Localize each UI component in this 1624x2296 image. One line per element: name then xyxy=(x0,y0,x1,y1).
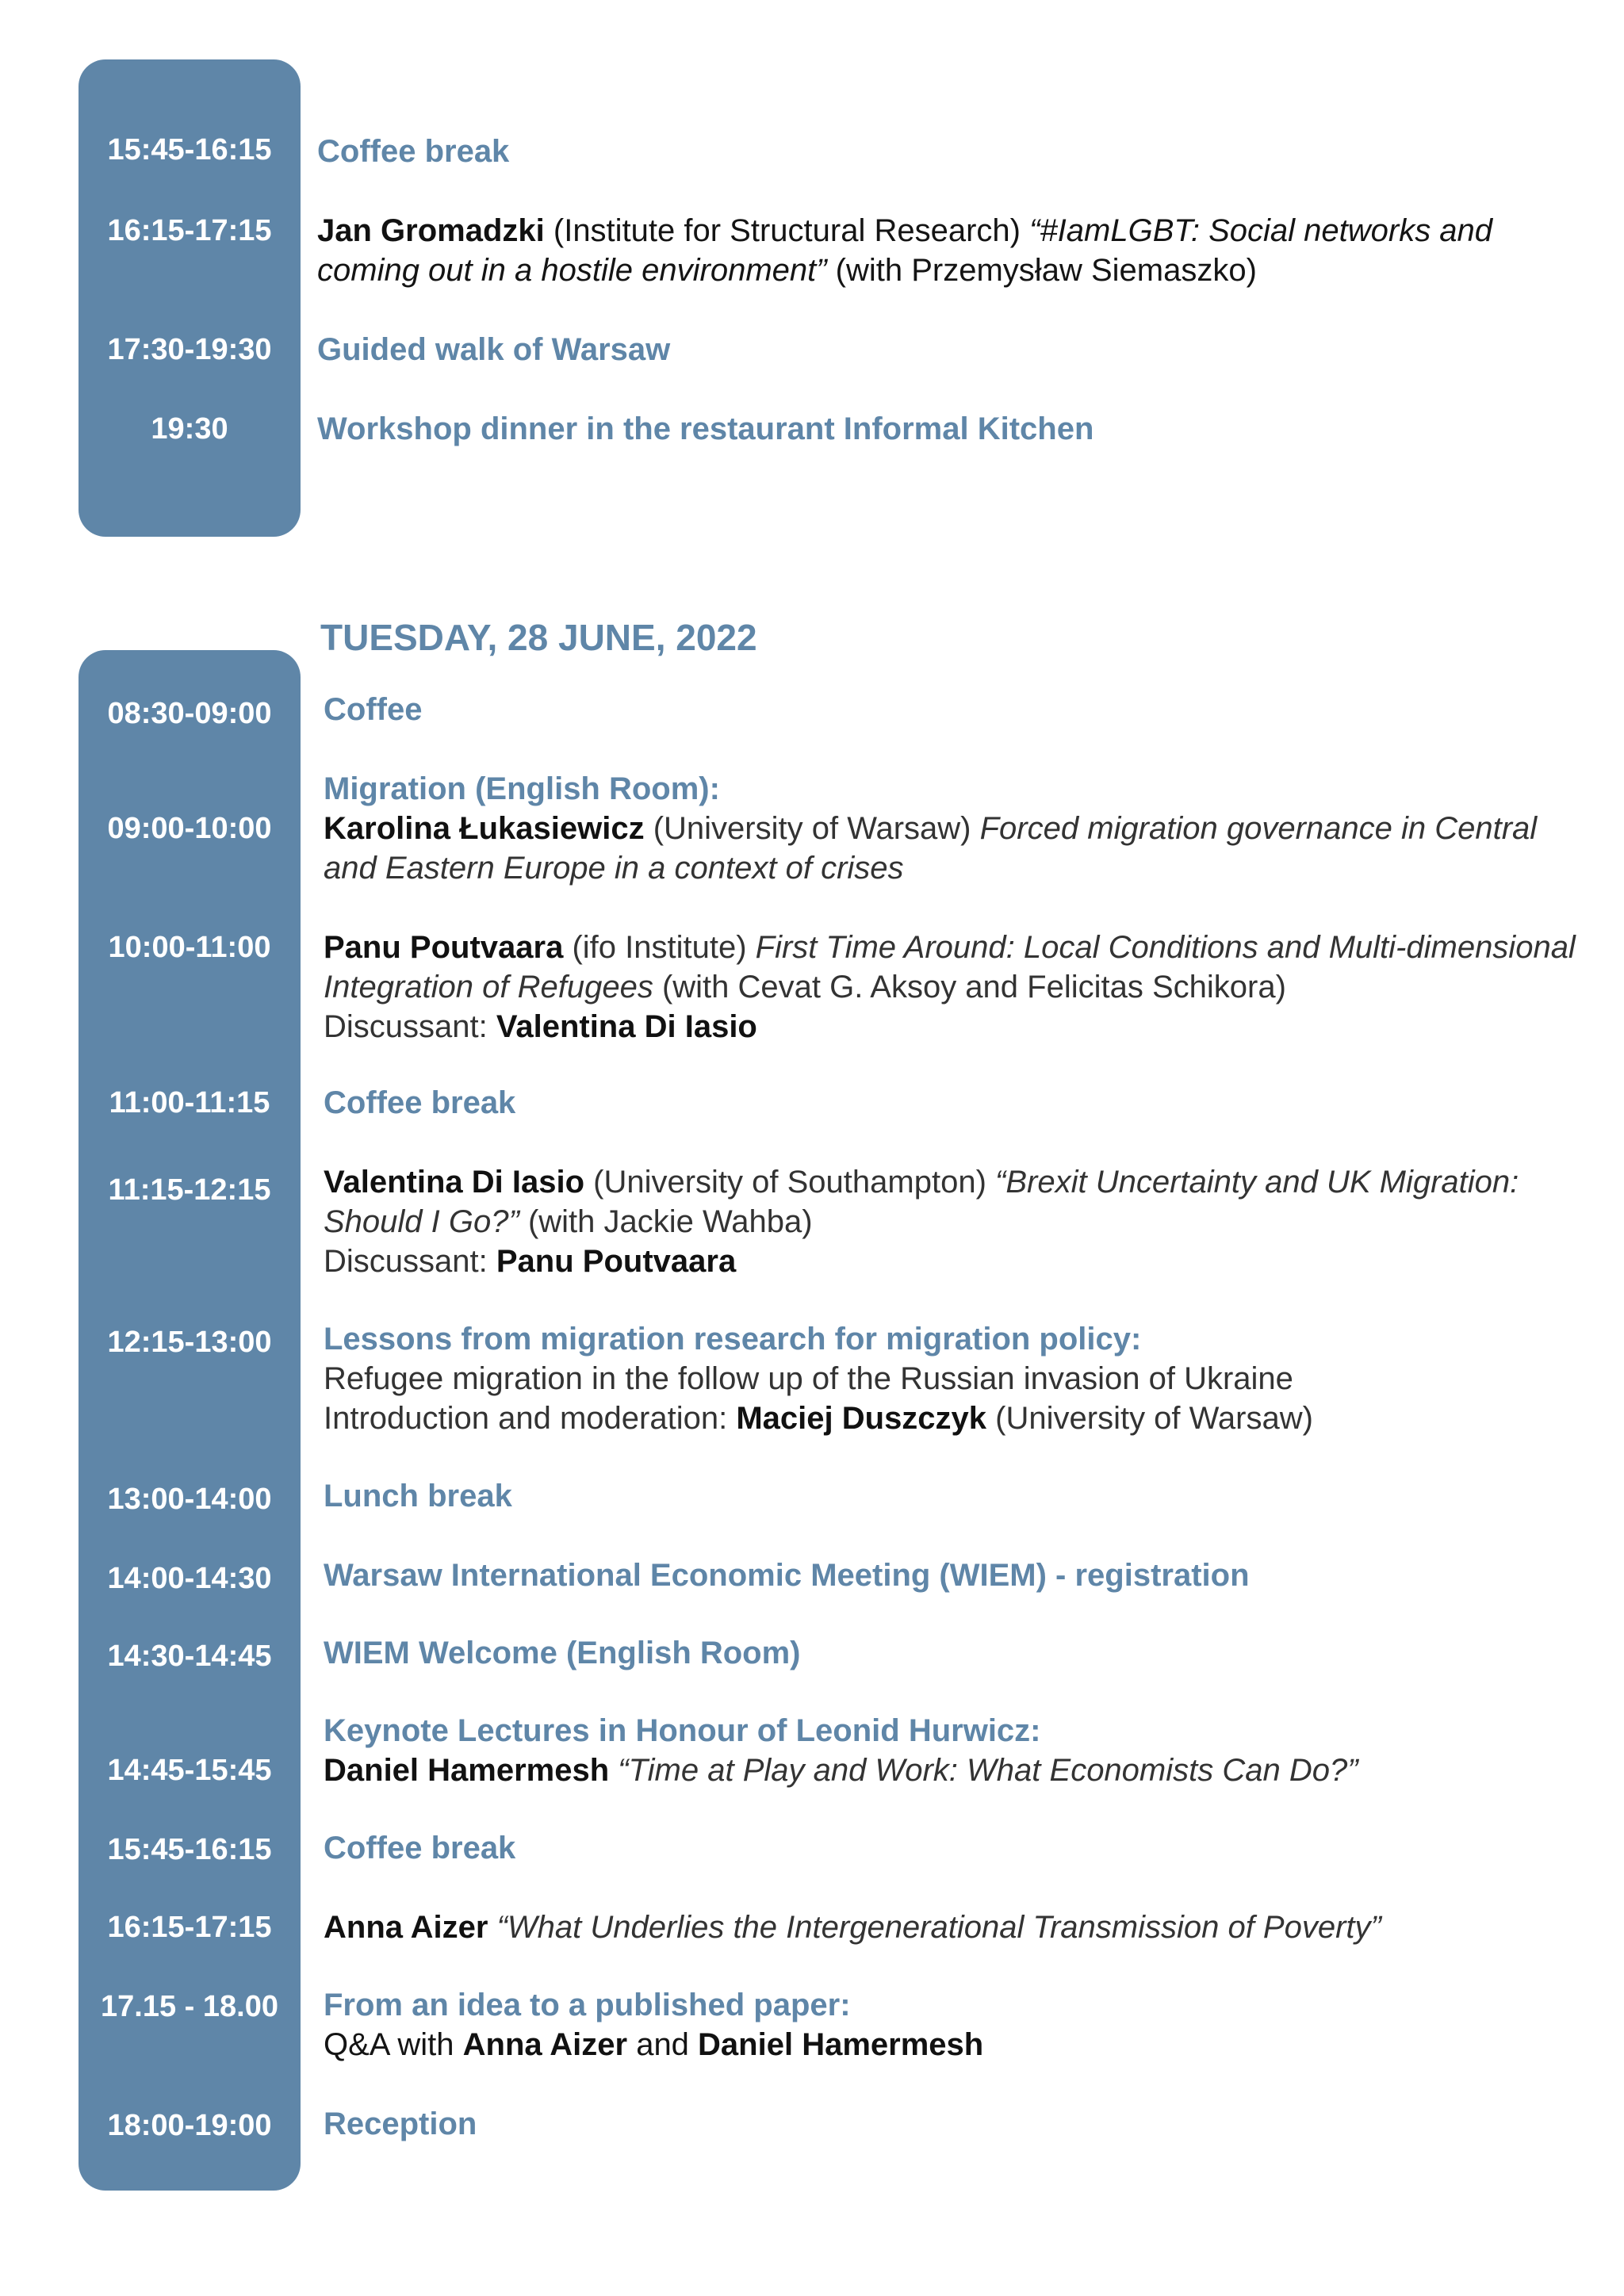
panel-topic: Refugee migration in the follow up of the Russian invasion of Ukraine xyxy=(324,1361,1293,1396)
talk-title: “What Underlies the Intergenerational Transmission of Poverty” xyxy=(488,1910,1381,1945)
session-title: From an idea to a published paper: xyxy=(324,1988,851,2022)
discussant-label: Discussant: xyxy=(324,1244,496,1279)
entry-talk xyxy=(324,809,1537,848)
entry-title: WIEM Welcome (English Room) xyxy=(324,1636,801,1670)
discussant-label: Discussant: xyxy=(324,1009,496,1044)
time-label: 17:30-19:30 xyxy=(107,333,272,366)
entry-talk xyxy=(317,211,1492,251)
affiliation: (Institute for Structural Research) xyxy=(544,213,1030,248)
affiliation: (University of Southampton) xyxy=(584,1165,996,1200)
time-label: 08:30-09:00 xyxy=(107,697,272,730)
day-heading: TUESDAY, 28 JUNE, 2022 xyxy=(320,617,757,658)
time-label: 14:30-14:45 xyxy=(107,1640,272,1673)
talk-title: “Time at Play and Work: What Economists Can Do?” xyxy=(609,1753,1358,1788)
qa-line xyxy=(324,2025,983,2064)
speaker-name: Karolina Łukasiewicz xyxy=(324,811,645,846)
time-label: 14:00-14:30 xyxy=(107,1562,272,1595)
talk-title: “#IamLGBT: Social networks and xyxy=(1029,213,1493,248)
moderator-line xyxy=(324,1399,1313,1438)
speaker-name: Anna Aizer xyxy=(462,2027,628,2062)
talk-title: Should I Go?” xyxy=(324,1204,519,1239)
affiliation: (University of Warsaw) xyxy=(644,811,980,846)
time-label: 14:45-15:45 xyxy=(107,1754,272,1787)
qa-prefix: Q&A with xyxy=(324,2027,463,2062)
session-title: Migration (English Room): xyxy=(324,771,720,806)
talk-title: Integration of Refugees xyxy=(324,970,653,1004)
speaker-name: Jan Gromadzki xyxy=(317,213,545,248)
talk-title: coming out in a hostile environment” xyxy=(317,253,827,288)
time-label: 13:00-14:00 xyxy=(107,1483,272,1516)
entry-title: Coffee break xyxy=(317,134,510,169)
speaker-name: Valentina Di Iasio xyxy=(324,1165,585,1200)
speaker-name: Daniel Hamermesh xyxy=(324,1753,610,1788)
talk-title: First Time Around: Local Conditions and Multi-dimensional xyxy=(755,930,1576,965)
time-label: 10:00-11:00 xyxy=(108,931,271,964)
time-label: 11:15-12:15 xyxy=(108,1173,271,1207)
talk-title: Forced migration governance in Central xyxy=(979,811,1538,846)
entry-title: Workshop dinner in the restaurant Informal Kitchen xyxy=(317,411,1094,446)
moderator-affiliation: (University of Warsaw) xyxy=(986,1401,1313,1436)
time-label: 11:00-11:15 xyxy=(109,1086,270,1119)
talk-title: “Brexit Uncertainty and UK Migration: xyxy=(995,1165,1519,1200)
entry-talk xyxy=(324,928,1576,967)
speaker-name: Anna Aizer xyxy=(324,1910,488,1945)
time-label: 17.15 - 18.00 xyxy=(101,1990,278,2023)
time-column-tuesday xyxy=(79,650,301,2191)
entry-talk xyxy=(324,1162,1519,1202)
discussant-name: Valentina Di Iasio xyxy=(496,1009,757,1044)
entry-title: Coffee xyxy=(324,692,423,727)
time-label: 16:15-17:15 xyxy=(107,1911,272,1944)
talk-title-cont: and Eastern Europe in a context of crises xyxy=(324,851,904,886)
entry-title: Warsaw International Economic Meeting (WIEM) - registration xyxy=(324,1558,1250,1593)
entry-title: Coffee break xyxy=(324,1831,516,1866)
speaker-name: Panu Poutvaara xyxy=(324,930,564,965)
time-label: 09:00-10:00 xyxy=(107,812,272,845)
moderator-label: Introduction and moderation: xyxy=(324,1401,737,1436)
entry-talk-cont xyxy=(317,251,1257,290)
entry-title: Coffee break xyxy=(324,1085,516,1120)
discussant-name: Panu Poutvaara xyxy=(496,1244,737,1279)
time-label: 15:45-16:15 xyxy=(107,133,272,166)
time-label: 12:15-13:00 xyxy=(107,1326,272,1359)
discussant-line xyxy=(324,1007,757,1047)
moderator-name: Maciej Duszczyk xyxy=(736,1401,987,1436)
entry-talk xyxy=(324,1908,1381,1947)
session-title: Keynote Lectures in Honour of Leonid Hurwicz: xyxy=(324,1713,1041,1748)
time-label: 18:00-19:00 xyxy=(107,2109,272,2142)
entry-title: Lunch break xyxy=(324,1479,512,1513)
entry-title: Guided walk of Warsaw xyxy=(317,332,671,367)
conjunction: and xyxy=(627,2027,699,2062)
affiliation: (ifo Institute) xyxy=(563,930,756,965)
entry-talk-cont xyxy=(324,1202,813,1242)
session-title: Lessons from migration research for migration policy: xyxy=(324,1322,1142,1357)
time-label: 15:45-16:15 xyxy=(107,1833,272,1866)
time-label: 19:30 xyxy=(151,412,228,446)
coauthors: (with Przemysław Siemaszko) xyxy=(826,253,1257,288)
time-label: 16:15-17:15 xyxy=(107,214,272,247)
entry-title: Reception xyxy=(324,2107,477,2141)
entry-talk-cont xyxy=(324,967,1286,1007)
entry-talk xyxy=(324,1751,1358,1790)
speaker-name: Daniel Hamermesh xyxy=(698,2027,984,2062)
coauthors: (with Jackie Wahba) xyxy=(519,1204,813,1239)
discussant-line xyxy=(324,1242,736,1281)
coauthors: (with Cevat G. Aksoy and Felicitas Schikora) xyxy=(653,970,1286,1004)
